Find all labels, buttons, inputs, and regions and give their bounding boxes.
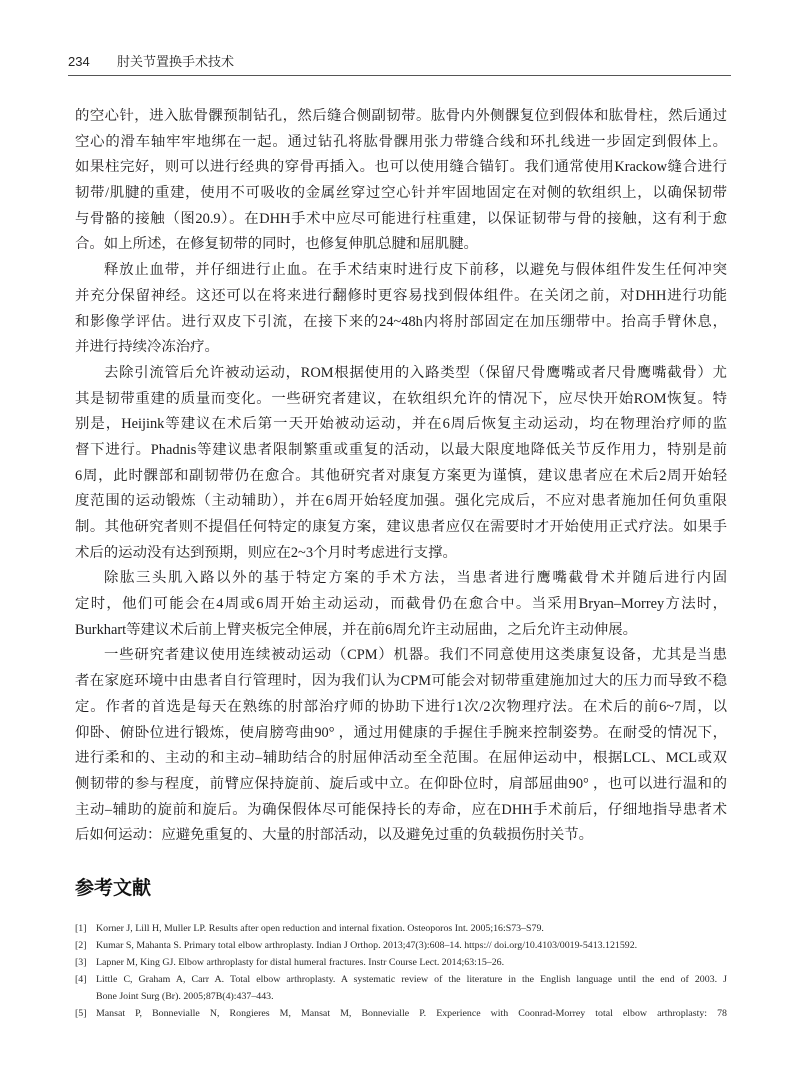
paragraph-4 (75, 566, 727, 643)
reference-number: [4] (75, 974, 87, 985)
reference-text (96, 937, 727, 954)
reference-item (75, 971, 727, 1005)
reference-number: [2] (75, 940, 87, 951)
body-line: 进行柔和的、主动的和主动–辅助结合的肘屈伸活动至全范围。在屈伸运动中，根据LCL、MCL或双 (75, 750, 727, 767)
header-rule (68, 75, 731, 76)
body-line: 后如何运动：应避免重复的、大量的肘部活动，以及避免过重的负载损伤肘关节。 (75, 827, 594, 844)
reference-item (75, 954, 727, 971)
reference-text (96, 954, 727, 971)
body-line: 并充分保留神经。这还可以在将来进行翻修时更容易找到假体组件。在关闭之前，对DHH进行功能 (75, 287, 727, 304)
body-line: 如果柱完好，则可以进行经典的穿骨再插入。也可以使用缝合锚钉。我们通常使用Krackow缝合进行 (75, 159, 727, 176)
body-line: 制。其他研究者则不提倡任何特定的康复方案，建议患者应仅在需要时才开始使用正式疗法。如果手 (75, 519, 727, 535)
reference-line: Mansat P, Bonnevialle N, Rongieres M, Mansat M, Bonnevialle P. Experience with Coonrad-Morrey total elbow arthroplasty: 78 (96, 1008, 727, 1019)
body-line: 仰卧、俯卧位进行锻炼，使肩膀弯曲90° ，通过用健康的手握住手腕来控制姿势。在耐受的情况下， (75, 724, 727, 741)
body-line: 和影像学评估。进行双皮下引流，在接下来的24~48h内将肘部固定在加压绷带中。抬高手臂休息， (75, 313, 727, 330)
reference-line: Bone Joint Surg (Br). 2005;87B(4):437–443. (96, 991, 274, 1002)
reference-item (75, 920, 727, 937)
paragraph-3 (75, 361, 727, 567)
body-line: 者在家庭环境中由患者自行管理时，因为我们认为CPM可能会对韧带重建施加过大的压力而导致不稳 (75, 673, 727, 690)
body-line: 除肱三头肌入路以外的基于特定方案的手术方法，当患者进行鹰嘴截骨术并随后进行内固 (104, 570, 727, 587)
body-text (75, 104, 727, 849)
reference-number: [1] (75, 923, 87, 934)
body-line: 释放止血带，并仔细进行止血。在手术结束时进行皮下前移，以避免与假体组件发生任何冲突 (104, 262, 727, 279)
body-line: 空心的滑车轴牢牢地绑在一起。通过钻孔将肱骨髁用张力带缝合线和环扎线进一步固定到假体上。 (75, 133, 727, 150)
reference-line: Kumar S, Mahanta S. Primary total elbow arthroplasty. Indian J Orthop. 2013;47(3):608–14. https:// doi.org/10.4103/0019-5413.121592. (96, 940, 638, 951)
body-line: 其是韧带重建的质量而变化。一些研究者建议，在软组织允许的情况下，应尽快开始ROM恢复。特 (75, 390, 727, 407)
body-line: 一些研究者建议使用连续被动运动（CPM）机器。我们不同意使用这类康复设备，尤其是当患 (104, 647, 727, 664)
body-line: 别是，Heijink等建议在术后第一天开始被动运动，并在6周后恢复主动运动，均在物理治疗师的监 (75, 416, 727, 433)
paragraph-5 (75, 643, 727, 849)
body-line: 侧韧带的参与程度，前臂应保持旋前、旋后或中立。在仰卧位时，肩部屈曲90° ，也可以进行温和的 (75, 775, 727, 792)
reference-number: [5] (75, 1008, 87, 1019)
reference-text (96, 1005, 727, 1022)
reference-number: [3] (75, 957, 87, 968)
reference-item (75, 937, 727, 954)
paragraph-2 (75, 258, 727, 361)
body-line: 韧带/肌腱的重建，使用不可吸收的金属丝穿过空心针并牢固地固定在对侧的软组织上，以确保韧带 (75, 185, 727, 202)
reference-line: Korner J, Lill H, Muller LP. Results after open reduction and internal fixation. Osteoporos Int. 2005;16:S73–S79. (96, 923, 544, 934)
paragraph-1 (75, 104, 727, 258)
reference-line: Little C, Graham A, Carr A. Total elbow arthroplasty. A systematic review of the literature in the English language until the end of 2003. J (96, 974, 727, 985)
reference-text (96, 971, 727, 1005)
body-line: 与骨骼的接触（图20.9）。在DHH手术中应尽可能进行柱重建，以保证韧带与骨的接触，这有利于愈 (75, 210, 727, 227)
body-line: 去除引流管后允许被动运动，ROM根据使用的入路类型（保留尺骨鹰嘴或者尺骨鹰嘴截骨）尤 (104, 364, 727, 381)
body-line: 定。作者的首选是每天在熟练的肘部治疗师的协助下进行1次/2次物理疗法。在术后的前6~7周，以 (75, 698, 727, 715)
body-line: 督下进行。Phadnis等建议患者限制繁重或重复的活动，以最大限度地降低关节反作用力，特别是前 (75, 441, 727, 458)
running-header (68, 52, 234, 72)
reference-list (75, 920, 727, 1022)
body-line: 的空心针，进入肱骨髁预制钻孔，然后缝合侧副韧带。肱骨内外侧髁复位到假体和肱骨柱，然后通过 (75, 108, 727, 124)
body-line: 合。如上所述，在修复韧带的同时，也修复伸肌总腱和屈肌腱。 (75, 236, 478, 253)
body-line: 主动–辅助的旋前和旋后。为确保假体尽可能保持长的寿命，应在DHH手术前后，仔细地指导患者术 (75, 801, 727, 818)
running-title: 肘关节置换手术技术 (117, 54, 235, 69)
reference-line: Lapner M, King GJ. Elbow arthroplasty for distal humeral fractures. Instr Course Lect. 2014;63:15–26. (96, 957, 505, 968)
body-line: 并进行持续冷冻治疗。 (75, 339, 219, 356)
body-line: Burkhart等建议术后前上臂夹板完全伸展，并在前6周允许主动屈曲，之后允许主动伸展。 (75, 621, 638, 638)
body-line: 定时，他们可能会在4周或6周开始主动运动，而截骨仍在愈合中。当采用Bryan–Morrey方法时， (75, 596, 727, 613)
reference-text (96, 920, 727, 937)
page-number: 234 (68, 54, 90, 69)
body-line: 术后的运动没有达到预期，则应在2~3个月时考虑进行支撑。 (75, 544, 457, 561)
references-heading: 参考文献 (75, 878, 152, 899)
body-line: 6周，此时髁部和副韧带仍在愈合。其他研究者对康复方案更为谨慎，建议患者应在术后2周开始轻 (75, 467, 727, 484)
reference-item (75, 1005, 727, 1022)
body-line: 度范围的运动锻炼（主动辅助），并在6周开始轻度加强。强化完成后，不应对患者施加任何负重限 (75, 493, 727, 510)
